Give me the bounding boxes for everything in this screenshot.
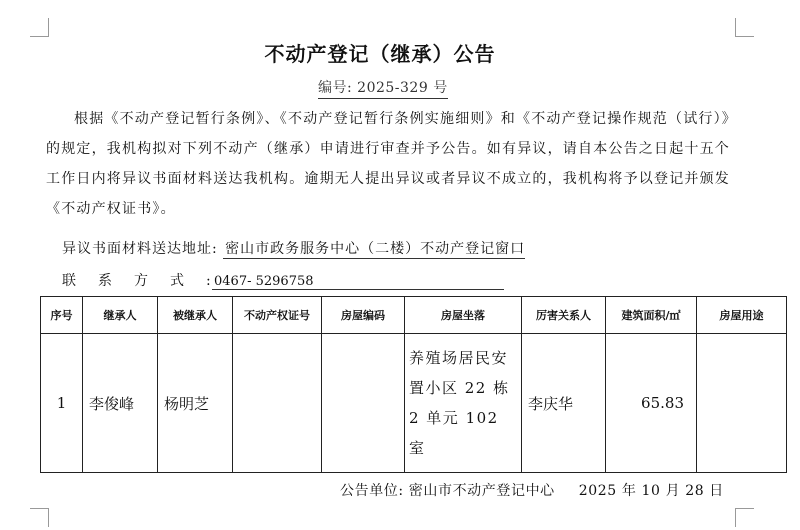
table-header-row [41,297,787,334]
header-location: 房屋坐落 [405,297,522,334]
notice-footer [340,480,724,500]
page-corner-mark-bottom-right [735,508,754,527]
cell-decedent: 杨明芝 [158,334,233,473]
cell-area: 65.83 [606,334,697,473]
header-cert-no: 不动产权证号 [233,297,322,334]
issuer-text: 公告单位: 密山市不动产登记中心 [340,483,555,499]
cell-related-party: 李庆华 [522,334,606,473]
cell-heir: 李俊峰 [83,334,158,473]
header-house-code: 房屋编码 [322,297,405,334]
cell-cert-no [233,334,322,473]
table-row [41,334,787,473]
objection-address-line [62,238,525,258]
header-usage: 房屋用途 [697,297,787,334]
header-area: 建筑面积/㎡ [606,297,697,334]
page-corner-mark-bottom-left [30,508,49,527]
contact-phone-value: 0467- 5296758 [212,274,504,290]
header-heir: 继承人 [83,297,158,334]
document-number: 编号: 2025-329 号 [318,77,448,99]
header-decedent: 被继承人 [158,297,233,334]
objection-address-label: 异议书面材料送达地址: [62,241,224,257]
notice-date: 2025 年 10 月 28 日 [578,483,724,499]
contact-line [62,270,504,290]
objection-address-value: 密山市政务服务中心（二楼）不动产登记窗口 [225,241,526,257]
cell-usage [697,334,787,473]
document-title: 不动产登记（继承）公告 [264,42,496,66]
contact-label: 联系方式: [62,273,233,289]
page-corner-mark-top-right [735,18,754,37]
cell-location: 养殖场居民安置小区 22 栋 2 单元 102 室 [405,334,522,473]
cell-house-code [322,334,405,473]
cell-index: 1 [41,334,83,473]
notice-body-paragraph: 根据《不动产登记暂行条例》、《不动产登记暂行条例实施细则》和《不动产登记操作规范（试行）》的规定，我机构拟对下列不动产（继承）申请进行审查并予公告。如有异议，请自本公告之日起十五个工作日内将异议书面材料送达我机构。逾期无人提出异议或者异议不成立的，我机构将予以登记并颁发《不动产权证书》。 [46,111,730,217]
header-related-party: 厉害关系人 [522,297,606,334]
page-corner-mark-top-left [30,18,49,37]
header-index: 序号 [41,297,83,334]
inheritance-table [40,296,787,473]
